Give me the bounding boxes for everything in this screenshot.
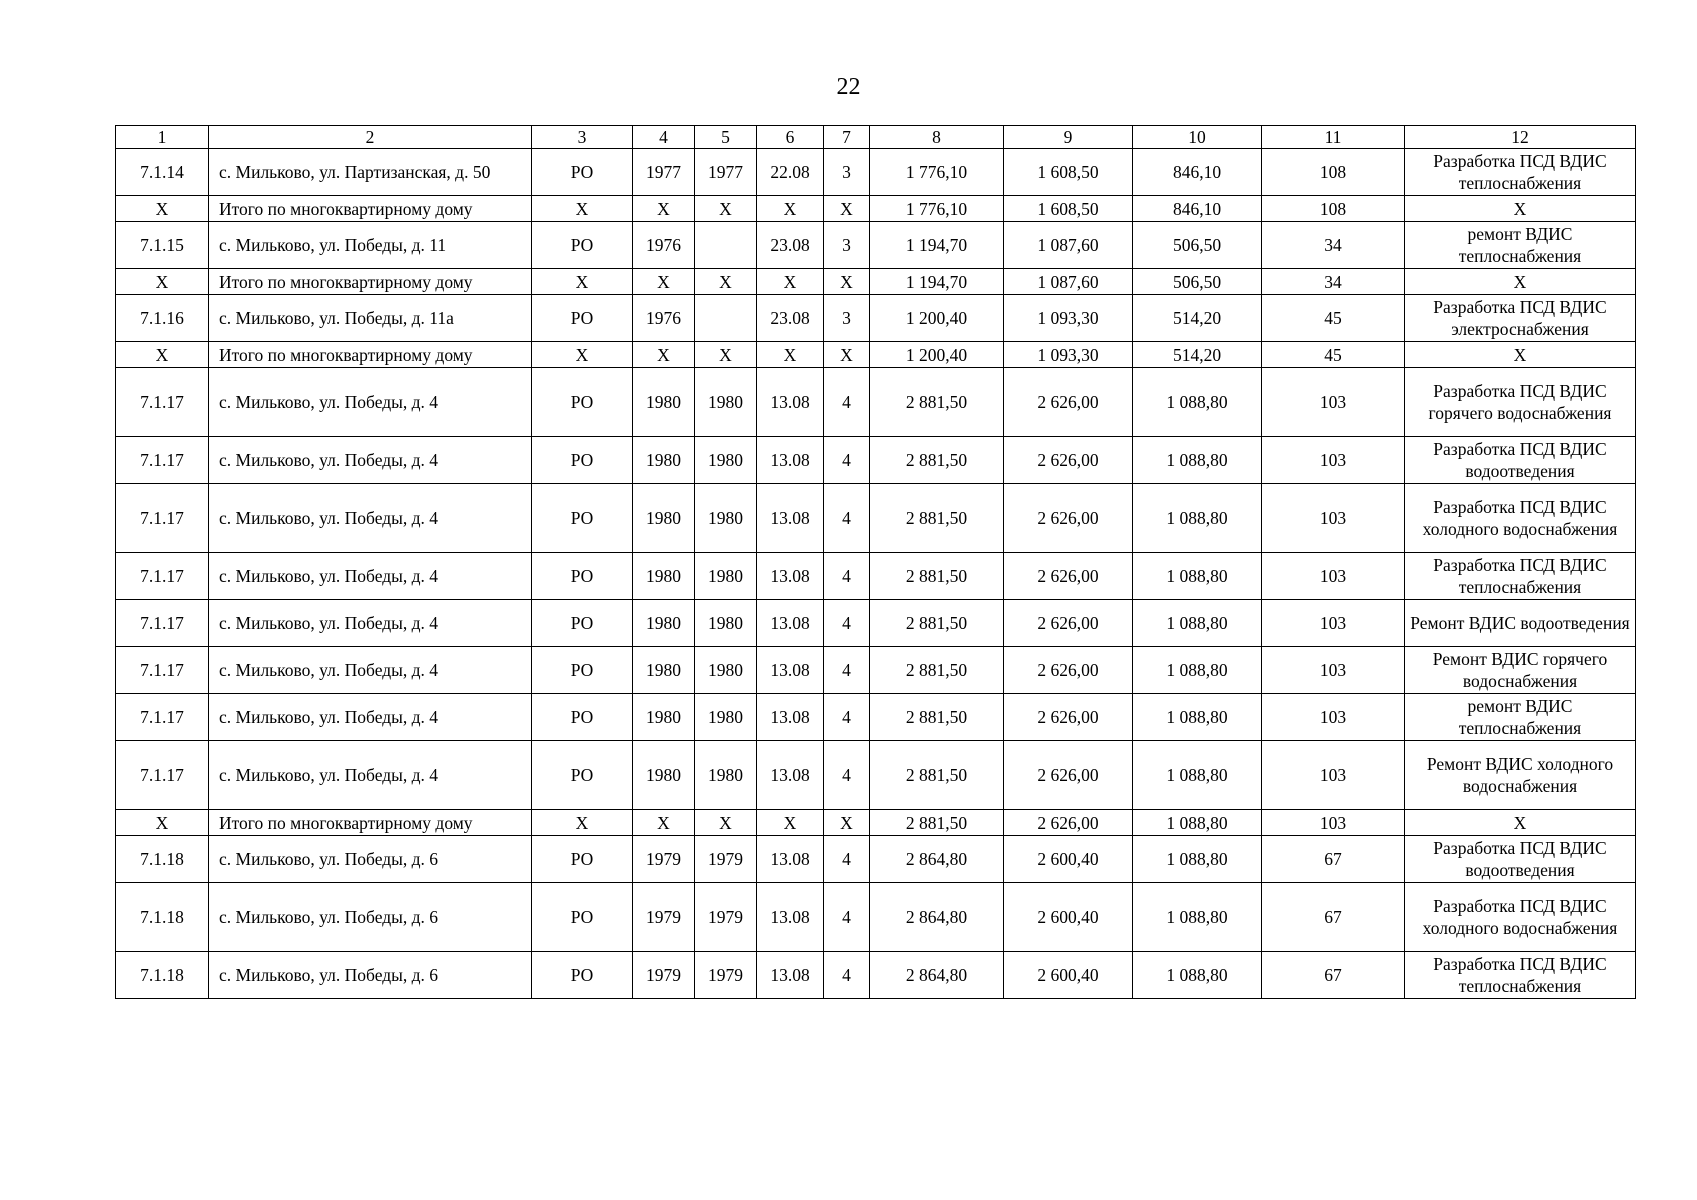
cell-total-area: 2 881,50 xyxy=(870,741,1004,810)
cell-living-area: 2 626,00 xyxy=(1004,694,1133,741)
cell-total-area: 2 881,50 xyxy=(870,368,1004,437)
cell-item-number: 7.1.17 xyxy=(116,600,209,647)
cell-building-type: 23.08 xyxy=(757,222,824,269)
table-row xyxy=(116,484,1636,553)
cell-item-number: 7.1.17 xyxy=(116,647,209,694)
table-row xyxy=(116,694,1636,741)
cell-build-year: 1980 xyxy=(633,484,695,553)
cell-total-area: 2 864,80 xyxy=(870,952,1004,999)
cell-residents: 103 xyxy=(1262,437,1405,484)
cell-residents: 67 xyxy=(1262,836,1405,883)
cell-commission-year: X xyxy=(695,196,757,222)
cell-commission-year xyxy=(695,295,757,342)
cell-item-number: 7.1.16 xyxy=(116,295,209,342)
cell-floors: 4 xyxy=(824,368,870,437)
cell-building-type: 22.08 xyxy=(757,149,824,196)
cell-common-area: 1 088,80 xyxy=(1133,484,1262,553)
cell-common-area: 514,20 xyxy=(1133,342,1262,368)
cell-commission-year: 1979 xyxy=(695,836,757,883)
cell-common-area: 1 088,80 xyxy=(1133,836,1262,883)
cell-item-number: 7.1.17 xyxy=(116,741,209,810)
cell-work-type: Ремонт ВДИС водоотведения xyxy=(1405,600,1636,647)
cell-work-type: Разработка ПСД ВДИС теплоснабжения xyxy=(1405,952,1636,999)
cell-living-area: 2 600,40 xyxy=(1004,952,1133,999)
cell-building-type: X xyxy=(757,342,824,368)
cell-common-area: 514,20 xyxy=(1133,295,1262,342)
cell-floors: 4 xyxy=(824,741,870,810)
cell-residents: 34 xyxy=(1262,222,1405,269)
cell-commission-year: 1977 xyxy=(695,149,757,196)
cell-commission-year: 1980 xyxy=(695,694,757,741)
cell-build-year: X xyxy=(633,342,695,368)
cell-common-area: 1 088,80 xyxy=(1133,600,1262,647)
cell-address: с. Мильково, ул. Партизанская, д. 50 xyxy=(209,149,532,196)
cell-building-type: 13.08 xyxy=(757,553,824,600)
cell-owner-type: РО xyxy=(532,222,633,269)
table-row xyxy=(116,553,1636,600)
cell-build-year: 1980 xyxy=(633,694,695,741)
cell-total-area: 2 881,50 xyxy=(870,810,1004,836)
column-header-12: 12 xyxy=(1405,126,1636,149)
cell-work-type: Ремонт ВДИС горячего водоснабжения xyxy=(1405,647,1636,694)
cell-common-area: 1 088,80 xyxy=(1133,647,1262,694)
cell-commission-year: 1980 xyxy=(695,741,757,810)
cell-residents: 108 xyxy=(1262,149,1405,196)
total-row xyxy=(116,810,1636,836)
cell-living-area: 2 626,00 xyxy=(1004,553,1133,600)
cell-residents: 103 xyxy=(1262,647,1405,694)
cell-common-area: 506,50 xyxy=(1133,269,1262,295)
cell-address: с. Мильково, ул. Победы, д. 6 xyxy=(209,836,532,883)
column-header-9: 9 xyxy=(1004,126,1133,149)
cell-living-area: 2 626,00 xyxy=(1004,741,1133,810)
cell-residents: 103 xyxy=(1262,741,1405,810)
cell-work-type: Разработка ПСД ВДИС электроснабжения xyxy=(1405,295,1636,342)
table-row xyxy=(116,295,1636,342)
cell-floors: 4 xyxy=(824,694,870,741)
cell-commission-year: X xyxy=(695,269,757,295)
cell-owner-type: РО xyxy=(532,553,633,600)
cell-commission-year: 1979 xyxy=(695,952,757,999)
cell-total-area: 2 881,50 xyxy=(870,694,1004,741)
cell-total-area: 1 776,10 xyxy=(870,196,1004,222)
cell-work-type: Разработка ПСД ВДИС водоотведения xyxy=(1405,836,1636,883)
cell-building-type: 13.08 xyxy=(757,694,824,741)
cell-owner-type: РО xyxy=(532,484,633,553)
cell-owner-type: X xyxy=(532,196,633,222)
cell-building-type: X xyxy=(757,810,824,836)
cell-building-type: X xyxy=(757,196,824,222)
cell-address: с. Мильково, ул. Победы, д. 4 xyxy=(209,553,532,600)
cell-commission-year: 1980 xyxy=(695,437,757,484)
cell-living-area: 2 626,00 xyxy=(1004,484,1133,553)
cell-address: с. Мильково, ул. Победы, д. 4 xyxy=(209,741,532,810)
column-header-5: 5 xyxy=(695,126,757,149)
cell-floors: 3 xyxy=(824,222,870,269)
cell-build-year: X xyxy=(633,269,695,295)
cell-address: с. Мильково, ул. Победы, д. 11 xyxy=(209,222,532,269)
cell-build-year: 1976 xyxy=(633,295,695,342)
cell-build-year: X xyxy=(633,810,695,836)
cell-address: Итого по многоквартирному дому xyxy=(209,196,532,222)
cell-total-area: 1 194,70 xyxy=(870,269,1004,295)
cell-item-number: 7.1.17 xyxy=(116,694,209,741)
cell-floors: 4 xyxy=(824,600,870,647)
cell-build-year: 1980 xyxy=(633,553,695,600)
cell-floors: 4 xyxy=(824,952,870,999)
column-header-3: 3 xyxy=(532,126,633,149)
cell-floors: 4 xyxy=(824,647,870,694)
cell-owner-type: РО xyxy=(532,295,633,342)
page-number: 22 xyxy=(836,74,861,100)
cell-building-type: 13.08 xyxy=(757,368,824,437)
cell-living-area: 2 626,00 xyxy=(1004,647,1133,694)
cell-total-area: 2 881,50 xyxy=(870,437,1004,484)
cell-living-area: 2 626,00 xyxy=(1004,600,1133,647)
cell-owner-type: РО xyxy=(532,149,633,196)
cell-common-area: 1 088,80 xyxy=(1133,694,1262,741)
cell-owner-type: РО xyxy=(532,836,633,883)
cell-work-type: X xyxy=(1405,342,1636,368)
cell-residents: 103 xyxy=(1262,553,1405,600)
cell-building-type: X xyxy=(757,269,824,295)
cell-common-area: 846,10 xyxy=(1133,149,1262,196)
cell-build-year: 1979 xyxy=(633,952,695,999)
cell-living-area: 1 608,50 xyxy=(1004,196,1133,222)
table-row xyxy=(116,437,1636,484)
cell-address: с. Мильково, ул. Победы, д. 4 xyxy=(209,484,532,553)
cell-living-area: 1 093,30 xyxy=(1004,295,1133,342)
cell-floors: X xyxy=(824,196,870,222)
column-header-8: 8 xyxy=(870,126,1004,149)
cell-residents: 103 xyxy=(1262,368,1405,437)
cell-commission-year: 1980 xyxy=(695,600,757,647)
cell-building-type: 13.08 xyxy=(757,484,824,553)
cell-commission-year xyxy=(695,222,757,269)
cell-total-area: 2 864,80 xyxy=(870,836,1004,883)
cell-item-number: X xyxy=(116,342,209,368)
cell-building-type: 13.08 xyxy=(757,952,824,999)
cell-address: с. Мильково, ул. Победы, д. 4 xyxy=(209,600,532,647)
cell-total-area: 1 194,70 xyxy=(870,222,1004,269)
cell-work-type: ремонт ВДИС теплоснабжения xyxy=(1405,694,1636,741)
registry-table xyxy=(115,125,1636,999)
total-row xyxy=(116,196,1636,222)
cell-total-area: 1 200,40 xyxy=(870,342,1004,368)
cell-floors: X xyxy=(824,810,870,836)
cell-address: с. Мильково, ул. Победы, д. 6 xyxy=(209,883,532,952)
column-header-10: 10 xyxy=(1133,126,1262,149)
cell-address: с. Мильково, ул. Победы, д. 6 xyxy=(209,952,532,999)
cell-address: Итого по многоквартирному дому xyxy=(209,342,532,368)
cell-owner-type: РО xyxy=(532,647,633,694)
cell-building-type: 13.08 xyxy=(757,741,824,810)
cell-item-number: 7.1.14 xyxy=(116,149,209,196)
cell-work-type: Разработка ПСД ВДИС водоотведения xyxy=(1405,437,1636,484)
cell-build-year: X xyxy=(633,196,695,222)
cell-work-type: Разработка ПСД ВДИС теплоснабжения xyxy=(1405,149,1636,196)
cell-floors: X xyxy=(824,269,870,295)
cell-residents: 103 xyxy=(1262,600,1405,647)
cell-commission-year: X xyxy=(695,342,757,368)
cell-residents: 67 xyxy=(1262,883,1405,952)
cell-floors: 3 xyxy=(824,295,870,342)
cell-owner-type: X xyxy=(532,269,633,295)
cell-common-area: 1 088,80 xyxy=(1133,883,1262,952)
cell-item-number: 7.1.18 xyxy=(116,952,209,999)
cell-total-area: 2 881,50 xyxy=(870,600,1004,647)
cell-owner-type: X xyxy=(532,342,633,368)
cell-item-number: 7.1.18 xyxy=(116,836,209,883)
cell-address: Итого по многоквартирному дому xyxy=(209,810,532,836)
cell-common-area: 1 088,80 xyxy=(1133,437,1262,484)
column-header-row xyxy=(116,126,1636,149)
total-row xyxy=(116,269,1636,295)
cell-owner-type: РО xyxy=(532,437,633,484)
cell-living-area: 1 608,50 xyxy=(1004,149,1133,196)
cell-living-area: 2 626,00 xyxy=(1004,437,1133,484)
table-row xyxy=(116,952,1636,999)
cell-item-number: X xyxy=(116,196,209,222)
cell-building-type: 13.08 xyxy=(757,836,824,883)
table-row xyxy=(116,600,1636,647)
cell-residents: 103 xyxy=(1262,810,1405,836)
cell-residents: 45 xyxy=(1262,295,1405,342)
cell-residents: 45 xyxy=(1262,342,1405,368)
table-row xyxy=(116,647,1636,694)
column-header-1: 1 xyxy=(116,126,209,149)
cell-work-type: ремонт ВДИС теплоснабжения xyxy=(1405,222,1636,269)
cell-work-type: Разработка ПСД ВДИС теплоснабжения xyxy=(1405,553,1636,600)
cell-residents: 103 xyxy=(1262,484,1405,553)
table-row xyxy=(116,222,1636,269)
cell-building-type: 13.08 xyxy=(757,437,824,484)
cell-item-number: 7.1.17 xyxy=(116,553,209,600)
cell-address: с. Мильково, ул. Победы, д. 4 xyxy=(209,647,532,694)
cell-work-type: X xyxy=(1405,269,1636,295)
cell-item-number: 7.1.17 xyxy=(116,368,209,437)
cell-build-year: 1979 xyxy=(633,883,695,952)
cell-address: Итого по многоквартирному дому xyxy=(209,269,532,295)
column-header-7: 7 xyxy=(824,126,870,149)
cell-total-area: 2 881,50 xyxy=(870,647,1004,694)
cell-living-area: 2 600,40 xyxy=(1004,836,1133,883)
cell-work-type: X xyxy=(1405,810,1636,836)
cell-address: с. Мильково, ул. Победы, д. 4 xyxy=(209,368,532,437)
cell-floors: X xyxy=(824,342,870,368)
cell-total-area: 2 881,50 xyxy=(870,484,1004,553)
cell-floors: 4 xyxy=(824,836,870,883)
cell-common-area: 1 088,80 xyxy=(1133,952,1262,999)
cell-address: с. Мильково, ул. Победы, д. 4 xyxy=(209,437,532,484)
cell-work-type: Разработка ПСД ВДИС холодного водоснабжения xyxy=(1405,484,1636,553)
column-header-4: 4 xyxy=(633,126,695,149)
cell-common-area: 1 088,80 xyxy=(1133,741,1262,810)
cell-work-type: Разработка ПСД ВДИС горячего водоснабжения xyxy=(1405,368,1636,437)
table-row xyxy=(116,883,1636,952)
cell-common-area: 1 088,80 xyxy=(1133,810,1262,836)
cell-total-area: 1 776,10 xyxy=(870,149,1004,196)
cell-building-type: 13.08 xyxy=(757,600,824,647)
column-header-2: 2 xyxy=(209,126,532,149)
table-row xyxy=(116,149,1636,196)
cell-item-number: X xyxy=(116,269,209,295)
column-header-11: 11 xyxy=(1262,126,1405,149)
cell-item-number: 7.1.18 xyxy=(116,883,209,952)
cell-floors: 4 xyxy=(824,883,870,952)
cell-commission-year: 1980 xyxy=(695,484,757,553)
cell-owner-type: РО xyxy=(532,741,633,810)
cell-work-type: Разработка ПСД ВДИС холодного водоснабжения xyxy=(1405,883,1636,952)
table-row xyxy=(116,368,1636,437)
cell-commission-year: 1980 xyxy=(695,647,757,694)
cell-build-year: 1980 xyxy=(633,741,695,810)
cell-owner-type: РО xyxy=(532,952,633,999)
cell-address: с. Мильково, ул. Победы, д. 11а xyxy=(209,295,532,342)
total-row xyxy=(116,342,1636,368)
cell-living-area: 2 626,00 xyxy=(1004,810,1133,836)
cell-total-area: 1 200,40 xyxy=(870,295,1004,342)
cell-living-area: 2 626,00 xyxy=(1004,368,1133,437)
cell-owner-type: РО xyxy=(532,368,633,437)
cell-build-year: 1976 xyxy=(633,222,695,269)
table-row xyxy=(116,741,1636,810)
table-row xyxy=(116,836,1636,883)
cell-building-type: 13.08 xyxy=(757,883,824,952)
cell-work-type: Ремонт ВДИС холодного водоснабжения xyxy=(1405,741,1636,810)
cell-common-area: 1 088,80 xyxy=(1133,368,1262,437)
cell-owner-type: РО xyxy=(532,883,633,952)
cell-build-year: 1977 xyxy=(633,149,695,196)
cell-total-area: 2 881,50 xyxy=(870,553,1004,600)
cell-item-number: 7.1.17 xyxy=(116,437,209,484)
cell-build-year: 1980 xyxy=(633,600,695,647)
cell-floors: 4 xyxy=(824,553,870,600)
cell-item-number: 7.1.17 xyxy=(116,484,209,553)
cell-living-area: 1 093,30 xyxy=(1004,342,1133,368)
cell-residents: 103 xyxy=(1262,694,1405,741)
table-body xyxy=(116,126,1636,999)
cell-build-year: 1979 xyxy=(633,836,695,883)
cell-commission-year: 1980 xyxy=(695,368,757,437)
cell-commission-year: 1980 xyxy=(695,553,757,600)
cell-common-area: 1 088,80 xyxy=(1133,553,1262,600)
cell-address: с. Мильково, ул. Победы, д. 4 xyxy=(209,694,532,741)
cell-item-number: X xyxy=(116,810,209,836)
cell-residents: 67 xyxy=(1262,952,1405,999)
cell-building-type: 13.08 xyxy=(757,647,824,694)
cell-living-area: 1 087,60 xyxy=(1004,222,1133,269)
cell-owner-type: X xyxy=(532,810,633,836)
cell-item-number: 7.1.15 xyxy=(116,222,209,269)
cell-owner-type: РО xyxy=(532,600,633,647)
cell-build-year: 1980 xyxy=(633,437,695,484)
cell-floors: 4 xyxy=(824,437,870,484)
cell-living-area: 1 087,60 xyxy=(1004,269,1133,295)
cell-building-type: 23.08 xyxy=(757,295,824,342)
cell-living-area: 2 600,40 xyxy=(1004,883,1133,952)
cell-floors: 4 xyxy=(824,484,870,553)
cell-common-area: 846,10 xyxy=(1133,196,1262,222)
cell-build-year: 1980 xyxy=(633,368,695,437)
cell-commission-year: X xyxy=(695,810,757,836)
cell-residents: 108 xyxy=(1262,196,1405,222)
column-header-6: 6 xyxy=(757,126,824,149)
cell-build-year: 1980 xyxy=(633,647,695,694)
cell-work-type: X xyxy=(1405,196,1636,222)
cell-residents: 34 xyxy=(1262,269,1405,295)
cell-commission-year: 1979 xyxy=(695,883,757,952)
cell-floors: 3 xyxy=(824,149,870,196)
cell-owner-type: РО xyxy=(532,694,633,741)
cell-total-area: 2 864,80 xyxy=(870,883,1004,952)
cell-common-area: 506,50 xyxy=(1133,222,1262,269)
